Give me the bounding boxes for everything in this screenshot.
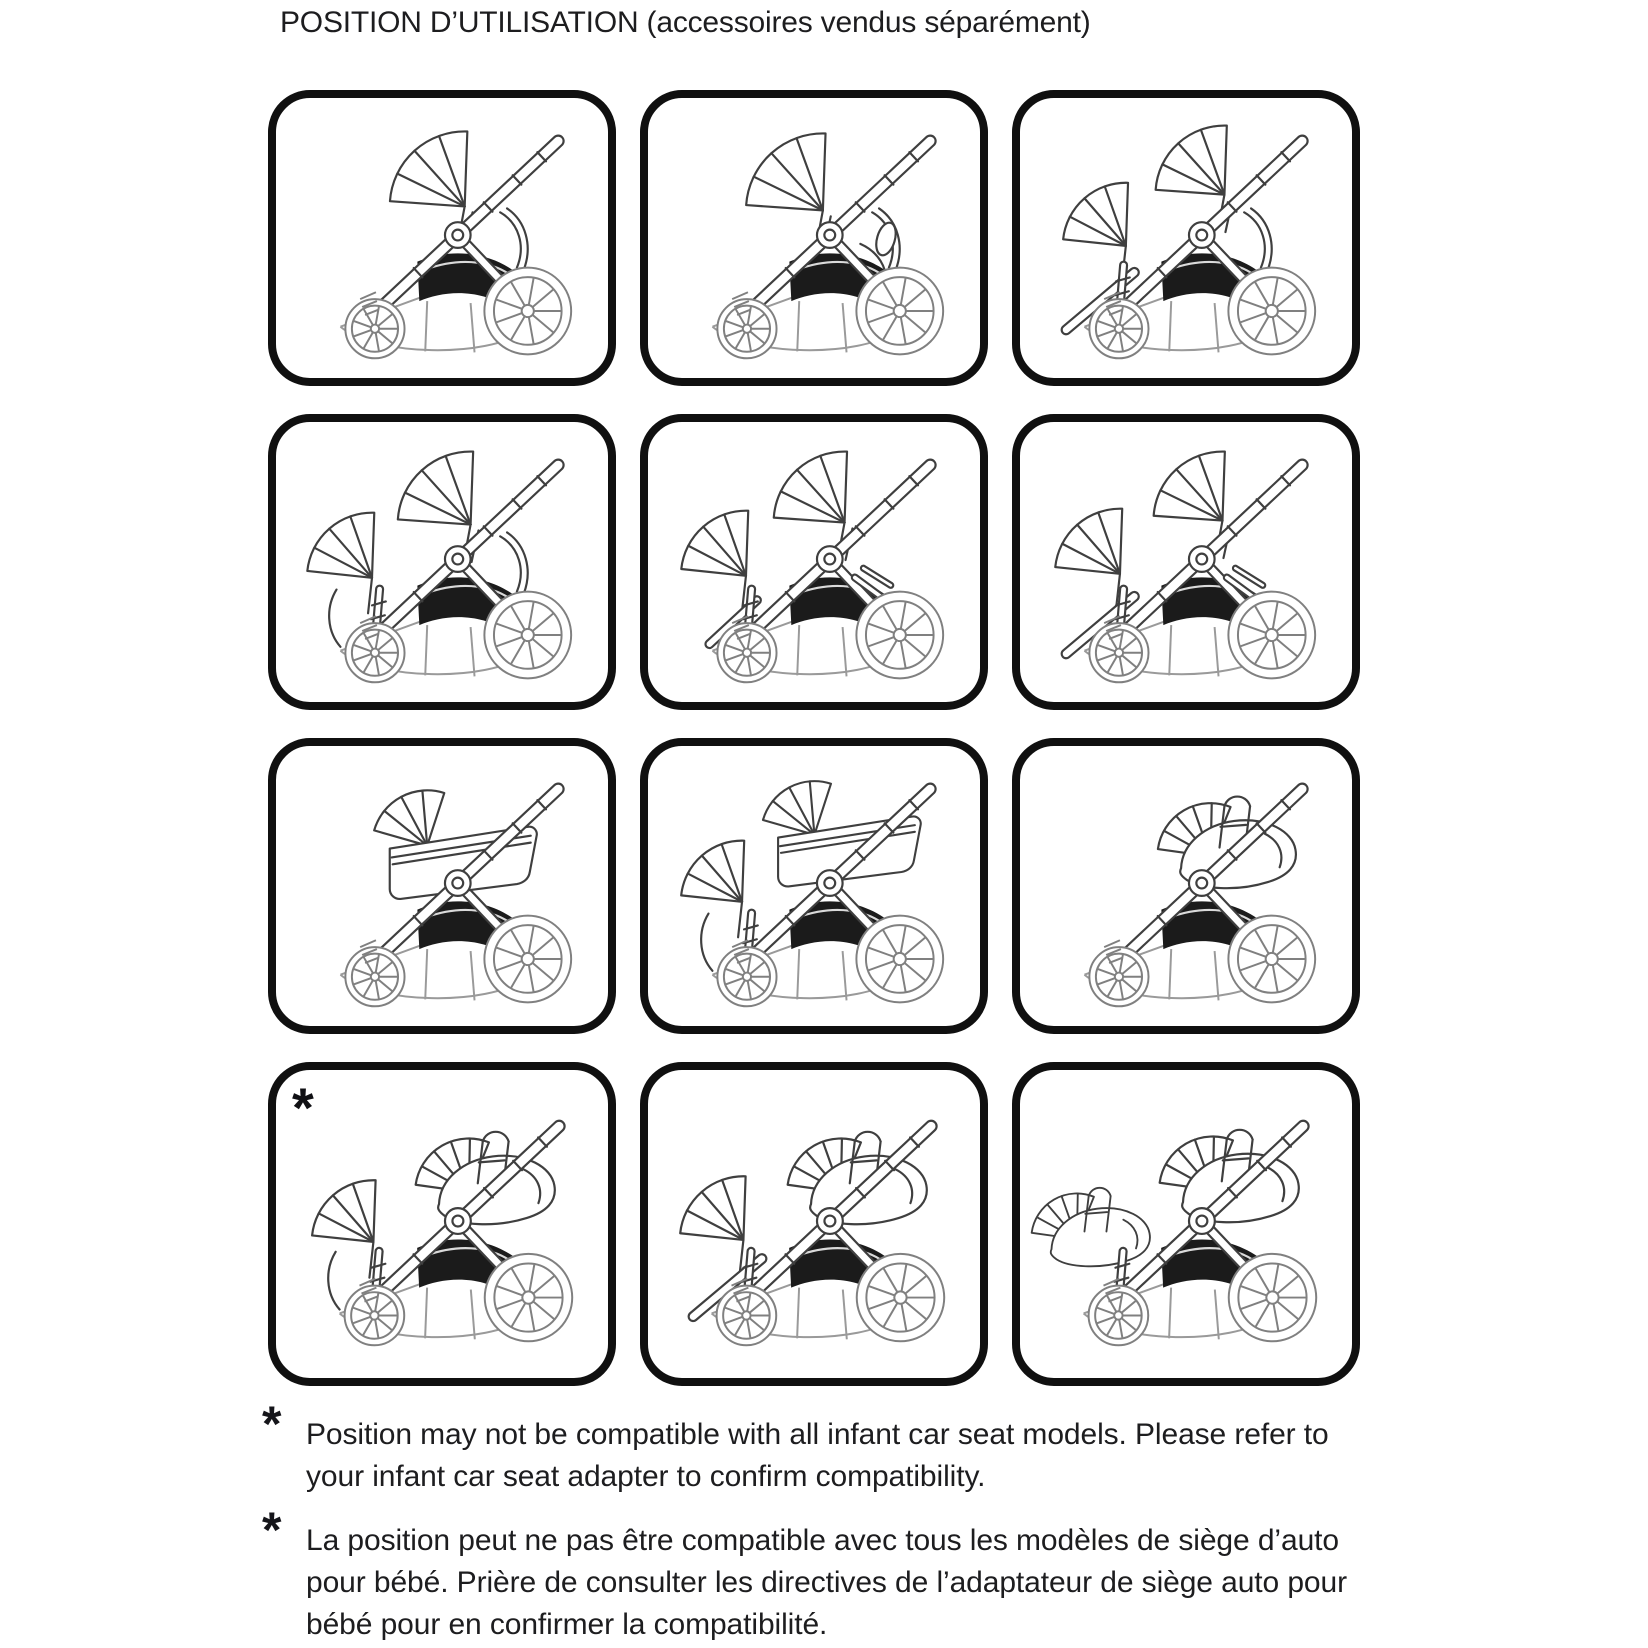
footnote-line: La position peut ne pas être compatible avec tous les modèles de siège d’auto <box>306 1524 1339 1557</box>
position-cell-bassinet-plus-seat <box>640 738 988 1034</box>
footnote-marker: * <box>262 1502 282 1558</box>
footnote-fr <box>262 1502 1347 1646</box>
footnote-en <box>262 1396 1329 1498</box>
footnote-marker: * <box>262 1396 282 1452</box>
usage-position-grid <box>268 90 1360 1386</box>
stroller-illustration <box>648 422 980 702</box>
position-cell-car-seat-plus-seat <box>268 1062 616 1386</box>
stroller-illustration <box>1020 746 1352 1026</box>
footnote-line: pour bébé. Prière de consulter les directives de l’adaptateur de siège auto pour <box>306 1566 1347 1599</box>
stroller-illustration <box>1020 422 1352 702</box>
stroller-illustration <box>648 746 980 1026</box>
position-cell-seat-plus-car-seat <box>640 1062 988 1386</box>
footnote-line: Position may not be compatible with all infant car seat models. Please refer to <box>306 1418 1329 1451</box>
position-cell-double-seats-mixed <box>640 414 988 710</box>
position-cell-seat-forward <box>268 90 616 386</box>
stroller-illustration <box>1020 98 1352 378</box>
stroller-illustration <box>276 1070 608 1378</box>
position-cell-double-seats-forward <box>268 414 616 710</box>
stroller-illustration <box>648 98 980 378</box>
stroller-illustration <box>276 746 608 1026</box>
footnote-line: bébé pour en confirmer la compatibilité. <box>306 1608 828 1641</box>
position-cell-bassinet <box>268 738 616 1034</box>
position-cell-double-seats-rear <box>1012 414 1360 710</box>
footnote-line: your infant car seat adapter to confirm compatibility. <box>306 1460 986 1493</box>
stroller-illustration <box>276 98 608 378</box>
position-cell-second-seat-rear-facing <box>1012 90 1360 386</box>
stroller-illustration <box>648 1070 980 1378</box>
asterisk-marker: * <box>292 1076 314 1139</box>
stroller-illustration <box>1020 1070 1352 1378</box>
stroller-illustration <box>276 422 608 702</box>
position-cell-infant-car-seat <box>1012 738 1360 1034</box>
position-cell-seat-forward-alt <box>640 90 988 386</box>
page-title: POSITION D’UTILISATION (accessoires vendus séparément) <box>280 6 1091 39</box>
position-cell-double-car-seat <box>1012 1062 1360 1386</box>
